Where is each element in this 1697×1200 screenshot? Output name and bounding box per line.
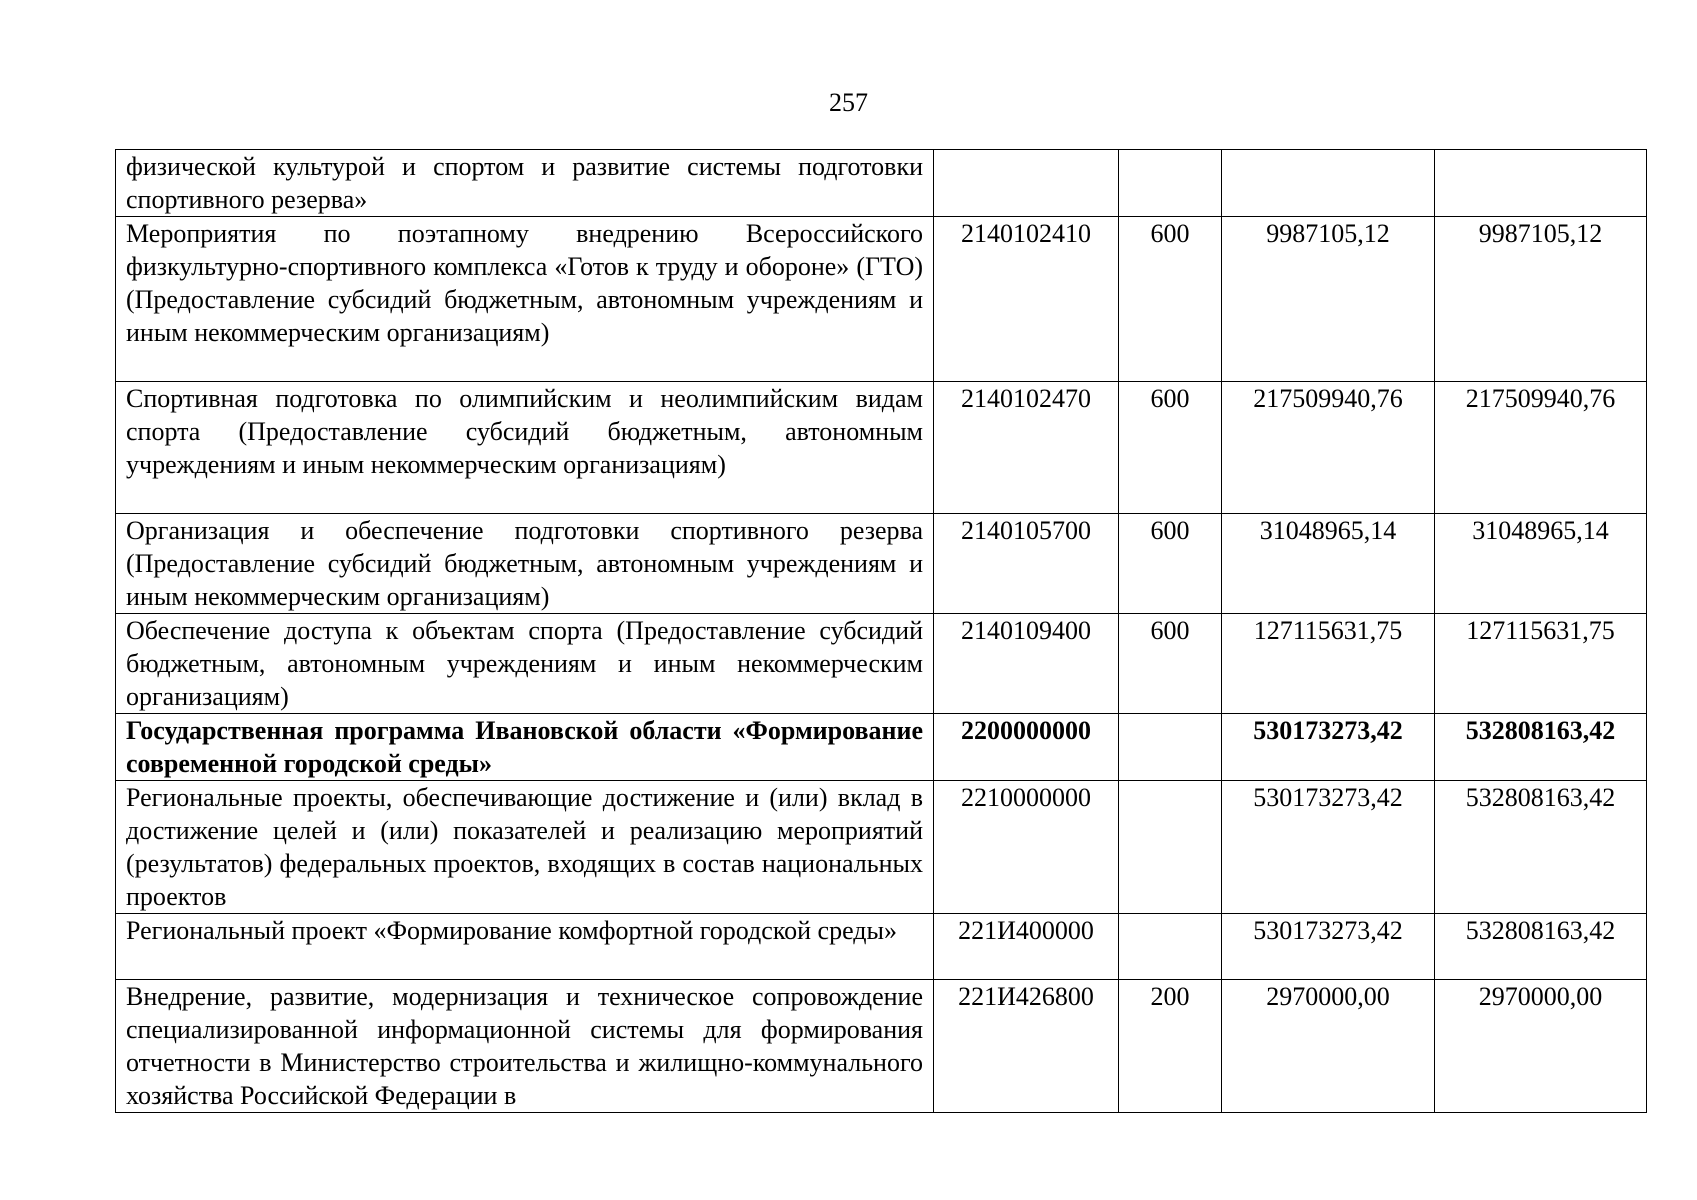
expense-type-cell: 200 <box>1119 980 1222 1113</box>
expense-type-cell <box>1119 714 1222 781</box>
expense-type-cell <box>1119 914 1222 980</box>
target-code-cell: 2140105700 <box>934 514 1119 614</box>
expense-type-cell: 600 <box>1119 514 1222 614</box>
amount-cell-1: 530173273,42 <box>1222 714 1435 781</box>
row-name-cell: Государственная программа Ивановской области «Формирование современной городской среды» <box>116 714 934 781</box>
table-row <box>116 614 1647 714</box>
expense-type-cell <box>1119 150 1222 217</box>
expense-type-cell: 600 <box>1119 614 1222 714</box>
amount-cell-1: 127115631,75 <box>1222 614 1435 714</box>
row-name-cell: физической культурой и спортом и развитие системы подготовки спортивного резерва» <box>116 150 934 217</box>
table-row <box>116 217 1647 382</box>
amount-cell-1: 9987105,12 <box>1222 217 1435 382</box>
amount-cell-2: 217509940,76 <box>1435 382 1647 514</box>
target-code-cell: 2140102410 <box>934 217 1119 382</box>
table-row-program <box>116 714 1647 781</box>
amount-cell-1 <box>1222 150 1435 217</box>
target-code-cell <box>934 150 1119 217</box>
target-code-cell: 221И400000 <box>934 914 1119 980</box>
expense-type-cell: 600 <box>1119 382 1222 514</box>
amount-cell-1: 530173273,42 <box>1222 781 1435 914</box>
expense-type-cell: 600 <box>1119 217 1222 382</box>
row-name-cell: Региональные проекты, обеспечивающие достижение и (или) вклад в достижение целей и (или) показателей и реализацию мероприятий (результатов) федеральных проектов, входящих в состав национальных проектов <box>116 781 934 914</box>
target-code-cell: 2210000000 <box>934 781 1119 914</box>
amount-cell-2: 532808163,42 <box>1435 781 1647 914</box>
row-name-cell: Внедрение, развитие, модернизация и техническое сопровождение специализированной информационной системы для формирования отчетности в Министерство строительства и жилищно-коммунального хозяйства Российской Федерации в <box>116 980 934 1113</box>
amount-cell-2: 127115631,75 <box>1435 614 1647 714</box>
table-row <box>116 914 1647 980</box>
row-name-cell: Спортивная подготовка по олимпийским и неолимпийским видам спорта (Предоставление субсидий бюджетным, автономным учреждениям и иным некоммерческим организациям) <box>116 382 934 514</box>
row-name-cell: Мероприятия по поэтапному внедрению Всероссийского физкультурно-спортивного комплекса «Готов к труду и обороне» (ГТО) (Предоставление субсидий бюджетным, автономным учреждениям и иным некоммерческим организациям) <box>116 217 934 382</box>
table-row <box>116 382 1647 514</box>
row-name-cell: Обеспечение доступа к объектам спорта (Предоставление субсидий бюджетным, автономным учреждениям и иным некоммерческим организациям) <box>116 614 934 714</box>
row-name-cell: Региональный проект «Формирование комфортной городской среды» <box>116 914 934 980</box>
amount-cell-2: 2970000,00 <box>1435 980 1647 1113</box>
amount-cell-1: 31048965,14 <box>1222 514 1435 614</box>
table-row <box>116 980 1647 1113</box>
expense-type-cell <box>1119 781 1222 914</box>
target-code-cell: 2200000000 <box>934 714 1119 781</box>
table-row <box>116 781 1647 914</box>
target-code-cell: 221И426800 <box>934 980 1119 1113</box>
amount-cell-1: 530173273,42 <box>1222 914 1435 980</box>
row-name-cell: Организация и обеспечение подготовки спортивного резерва (Предоставление субсидий бюджетным, автономным учреждениям и иным некоммерческим организациям) <box>116 514 934 614</box>
amount-cell-2: 532808163,42 <box>1435 914 1647 980</box>
amount-cell-2 <box>1435 150 1647 217</box>
budget-table <box>115 149 1647 1113</box>
amount-cell-2: 31048965,14 <box>1435 514 1647 614</box>
target-code-cell: 2140109400 <box>934 614 1119 714</box>
table-row <box>116 514 1647 614</box>
amount-cell-2: 532808163,42 <box>1435 714 1647 781</box>
table-row <box>116 150 1647 217</box>
page-number: 257 <box>829 88 868 117</box>
amount-cell-1: 217509940,76 <box>1222 382 1435 514</box>
amount-cell-2: 9987105,12 <box>1435 217 1647 382</box>
target-code-cell: 2140102470 <box>934 382 1119 514</box>
amount-cell-1: 2970000,00 <box>1222 980 1435 1113</box>
